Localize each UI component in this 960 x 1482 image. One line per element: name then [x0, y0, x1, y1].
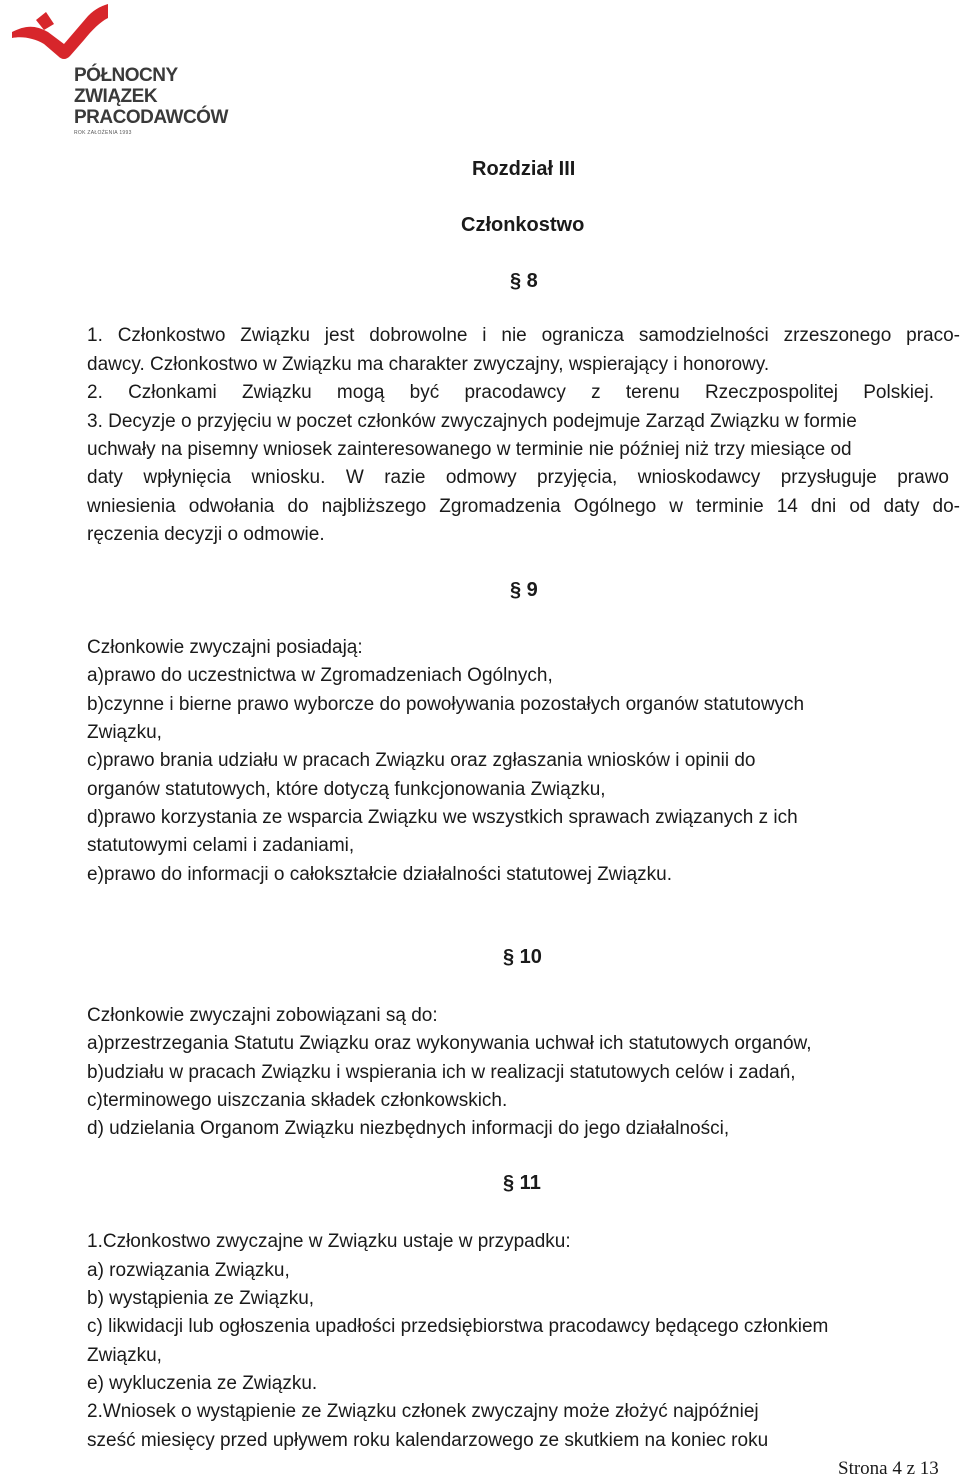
s8-line: wniesienia odwołania do najbliższego Zgromadzenia Ogólnego w terminie 14 dni od daty do-: [87, 496, 960, 517]
chapter-subtitle: Członkostwo: [461, 214, 585, 236]
section-10-heading: § 10: [503, 946, 542, 968]
logo-line-2: ZWIĄZEK: [74, 86, 158, 107]
logo: [4, 4, 228, 139]
s9-line: Związku,: [87, 722, 162, 743]
s8-line: ręczenia decyzji o odmowie.: [87, 524, 325, 545]
page-number: Strona 4 z 13: [838, 1458, 939, 1479]
s8-line: uchwały na pisemny wniosek zainteresowanego w terminie nie później niż trzy miesiące od: [87, 439, 852, 460]
s11-line: 2.Wniosek o wystąpienie ze Związku członek zwyczajny może złożyć najpóźniej: [87, 1401, 759, 1422]
s9-line: c)prawo brania udziału w pracach Związku oraz zgłaszania wniosków i opinii do: [87, 750, 756, 771]
s10-line: a)przestrzegania Statutu Związku oraz wykonywania uchwał ich statutowych organów,: [87, 1033, 812, 1054]
s10-line: Członkowie zwyczajni zobowiązani są do:: [87, 1005, 438, 1026]
s9-line: b)czynne i bierne prawo wyborcze do powoływania pozostałych organów statutowych: [87, 694, 805, 715]
s11-line: e) wykluczenia ze Związku.: [87, 1373, 318, 1394]
logo-line-1: PÓŁNOCNY: [74, 65, 178, 86]
s11-line: a) rozwiązania Związku,: [87, 1260, 290, 1281]
chapter-title: Rozdział III: [472, 158, 576, 180]
s10-line: c)terminowego uiszczania składek członkowskich.: [87, 1090, 508, 1111]
s8-line: 1. Członkostwo Związku jest dobrowolne i nie ogranicza samodzielności zrzeszonego praco-: [87, 325, 960, 346]
logo-line-3: PRACODAWCÓW: [74, 107, 228, 128]
s9-line: d)prawo korzystania ze wsparcia Związku we wszystkich sprawach związanych z ich: [87, 807, 798, 828]
s11-line: c) likwidacji lub ogłoszenia upadłości przedsiębiorstwa pracodawcy będącego członkiem: [87, 1316, 829, 1337]
s11-line: 1.Członkostwo zwyczajne w Związku ustaje w przypadku:: [87, 1231, 571, 1252]
s8-line: 3. Decyzje o przyjęciu w poczet członków zwyczajnych podejmuje Zarząd Związku w formie: [87, 411, 857, 432]
s11-line: Związku,: [87, 1345, 162, 1366]
s8-line: 2. Członkami Związku mogą być pracodawcy z terenu Rzeczpospolitej Polskiej.: [87, 382, 934, 403]
s8-line: dawcy. Członkostwo w Związku ma charakter zwyczajny, wspierający i honorowy.: [87, 354, 770, 375]
s9-line: statutowymi celami i zadaniami,: [87, 835, 355, 856]
s11-line: b) wystąpienia ze Związku,: [87, 1288, 315, 1309]
s8-line: daty wpłynięcia wniosku. W razie odmowy przyjęcia, wnioskodawcy przysługuje prawo: [87, 467, 949, 488]
section-11-heading: § 11: [503, 1172, 541, 1194]
s9-line: Członkowie zwyczajni posiadają:: [87, 637, 363, 658]
logo-flag-icon: [4, 4, 124, 64]
logo-tagline: ROK ZAŁOŻENIA 1993: [74, 130, 132, 136]
s11-line: sześć miesięcy przed upływem roku kalendarzowego ze skutkiem na koniec roku: [87, 1430, 769, 1451]
s9-line: organów statutowych, które dotyczą funkcjonowania Związku,: [87, 779, 606, 800]
s9-line: a)prawo do uczestnictwa w Zgromadzeniach Ogólnych,: [87, 665, 553, 686]
s9-line: e)prawo do informacji o całokształcie działalności statutowej Związku.: [87, 864, 673, 885]
s10-line: d) udzielania Organom Związku niezbędnych informacji do jego działalności,: [87, 1118, 730, 1139]
section-8-heading: § 8: [510, 270, 538, 292]
s10-line: b)udziału w pracach Związku i wspierania ich w realizacji statutowych celów i zadań,: [87, 1062, 796, 1083]
section-9-heading: § 9: [510, 579, 538, 601]
